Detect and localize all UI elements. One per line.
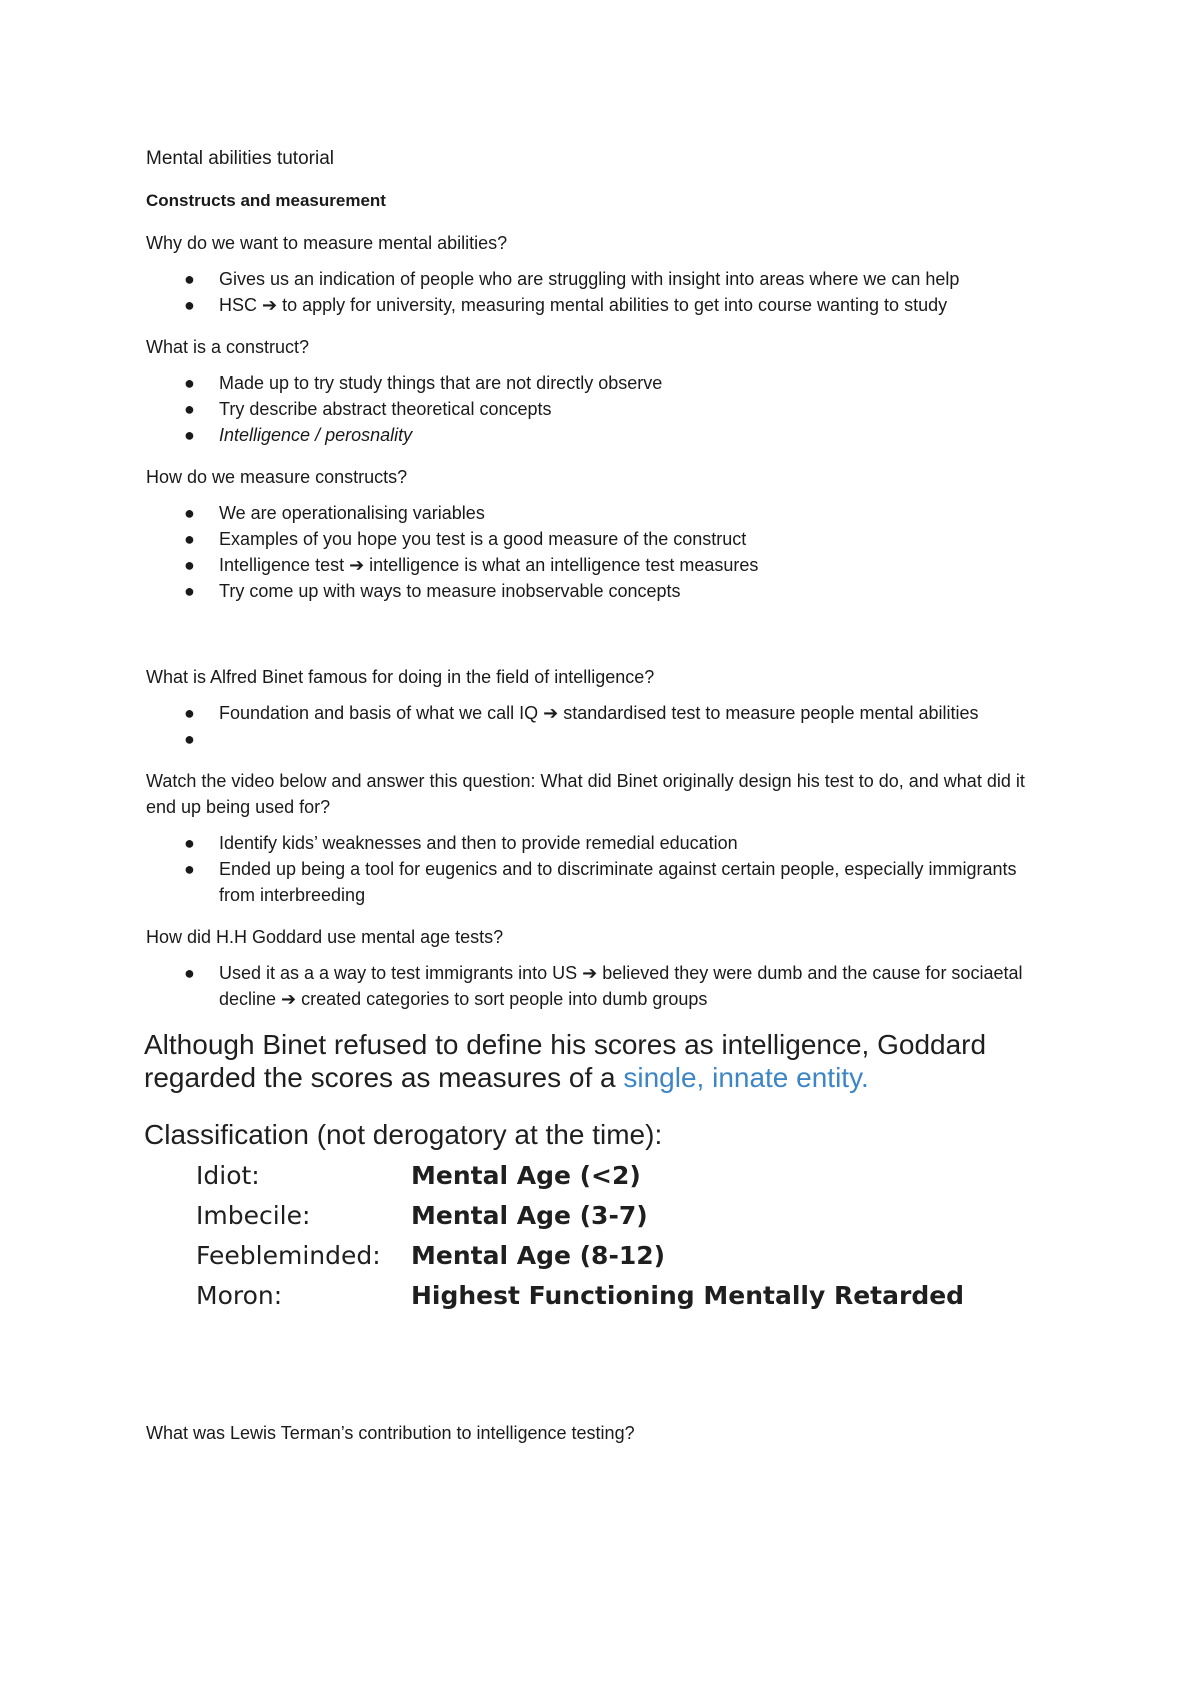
list-item xyxy=(146,500,1056,526)
embedded-slide-image xyxy=(144,1028,1074,1358)
list-item-text: Intelligence / perosnality xyxy=(219,425,413,445)
classification-row xyxy=(196,1236,1074,1276)
answer-list-binet-design xyxy=(146,830,1056,908)
list-item xyxy=(146,700,1056,726)
classification-desc: Mental Age (<2) xyxy=(411,1161,641,1190)
list-item-text: Ended up being a tool for eugenics and to discriminate against certain people, especially immigrants from interbreeding xyxy=(219,859,1017,905)
bullet-icon: ● xyxy=(184,295,195,315)
question-what-construct: What is a construct? xyxy=(146,337,310,357)
list-item xyxy=(146,960,1056,1012)
list-item xyxy=(146,856,1056,908)
question-binet-design: Watch the video below and answer this question: What did Binet originally design his test to do, and what did it end up being used for? xyxy=(146,771,1025,817)
bullet-icon: ● xyxy=(184,529,195,549)
answer-list-goddard xyxy=(146,960,1056,1012)
classification-row xyxy=(196,1156,1074,1196)
list-item xyxy=(146,266,1056,292)
classification-title: Classification (not derogatory at the time): xyxy=(144,1119,663,1150)
bullet-icon: ● xyxy=(184,269,195,289)
list-item-text: Identify kids’ weaknesses and then to provide remedial education xyxy=(219,833,738,853)
list-item xyxy=(146,578,1056,604)
question-terman: What was Lewis Terman’s contribution to intelligence testing? xyxy=(146,1423,635,1443)
classification-desc: Mental Age (3-7) xyxy=(411,1201,648,1230)
bullet-icon: ● xyxy=(184,399,195,419)
question-how-measure: How do we measure constructs? xyxy=(146,467,408,487)
classification-term: Moron: xyxy=(196,1281,283,1310)
list-item-text: Gives us an indication of people who are struggling with insight into areas where we can help xyxy=(219,269,960,289)
question-goddard: How did H.H Goddard use mental age tests? xyxy=(146,927,504,947)
classification-desc: Mental Age (8-12) xyxy=(411,1241,666,1270)
bullet-icon: ● xyxy=(184,581,195,601)
slide-quote xyxy=(144,1028,1074,1094)
classification-row xyxy=(196,1276,1074,1316)
list-item-text: Made up to try study things that are not directly observe xyxy=(219,373,663,393)
classification-table xyxy=(196,1156,1074,1316)
list-item xyxy=(146,370,1056,396)
classification-term: Feebleminded: xyxy=(196,1241,381,1270)
bullet-icon: ● xyxy=(184,703,195,723)
answer-list-why-measure xyxy=(146,266,1056,318)
answer-list-binet-famous xyxy=(146,700,1056,752)
list-item xyxy=(146,292,1056,318)
bullet-icon: ● xyxy=(184,425,195,445)
list-item-text: Try describe abstract theoretical concepts xyxy=(219,399,552,419)
bullet-icon: ● xyxy=(184,859,195,879)
bullet-icon: ● xyxy=(184,373,195,393)
slide-quote-highlight: single, innate entity. xyxy=(623,1062,869,1093)
classification-term: Idiot: xyxy=(196,1161,260,1190)
document-body xyxy=(146,146,1056,1456)
classification-row xyxy=(196,1196,1074,1236)
list-item-text: Try come up with ways to measure inobservable concepts xyxy=(219,581,681,601)
list-item-text: We are operationalising variables xyxy=(219,503,485,523)
bullet-icon: ● xyxy=(184,729,195,749)
slide-quote-text: Although Binet refused to define his scores as intelligence, Goddard regarded the scores as measures of a xyxy=(144,1029,987,1093)
answer-list-what-construct xyxy=(146,370,1056,448)
document-title: Mental abilities tutorial xyxy=(146,148,334,169)
list-item xyxy=(146,726,1056,752)
question-binet-famous: What is Alfred Binet famous for doing in the field of intelligence? xyxy=(146,667,655,687)
list-item-text: Used it as a a way to test immigrants into US ➔ believed they were dumb and the cause for sociaetal decline ➔ created categories to sort people into dumb groups xyxy=(219,963,1023,1009)
list-item xyxy=(146,830,1056,856)
bullet-icon: ● xyxy=(184,555,195,575)
classification-desc: Highest Functioning Mentally Retarded xyxy=(411,1281,965,1310)
list-item xyxy=(146,396,1056,422)
list-item-text: Intelligence test ➔ intelligence is what an intelligence test measures xyxy=(219,555,759,575)
list-item-text: Foundation and basis of what we call IQ ➔ standardised test to measure people mental abilities xyxy=(219,703,979,723)
list-item-text: Examples of you hope you test is a good measure of the construct xyxy=(219,529,747,549)
list-item xyxy=(146,526,1056,552)
bullet-icon: ● xyxy=(184,963,195,983)
list-item-text: HSC ➔ to apply for university, measuring mental abilities to get into course wanting to study xyxy=(219,295,948,315)
answer-list-how-measure xyxy=(146,500,1056,604)
section-heading: Constructs and measurement xyxy=(146,191,386,210)
bullet-icon: ● xyxy=(184,833,195,853)
blank-line xyxy=(146,620,1056,664)
bullet-icon: ● xyxy=(184,503,195,523)
list-item xyxy=(146,422,1056,448)
question-why-measure: Why do we want to measure mental abilities? xyxy=(146,233,508,253)
classification-term: Imbecile: xyxy=(196,1201,311,1230)
list-item xyxy=(146,552,1056,578)
